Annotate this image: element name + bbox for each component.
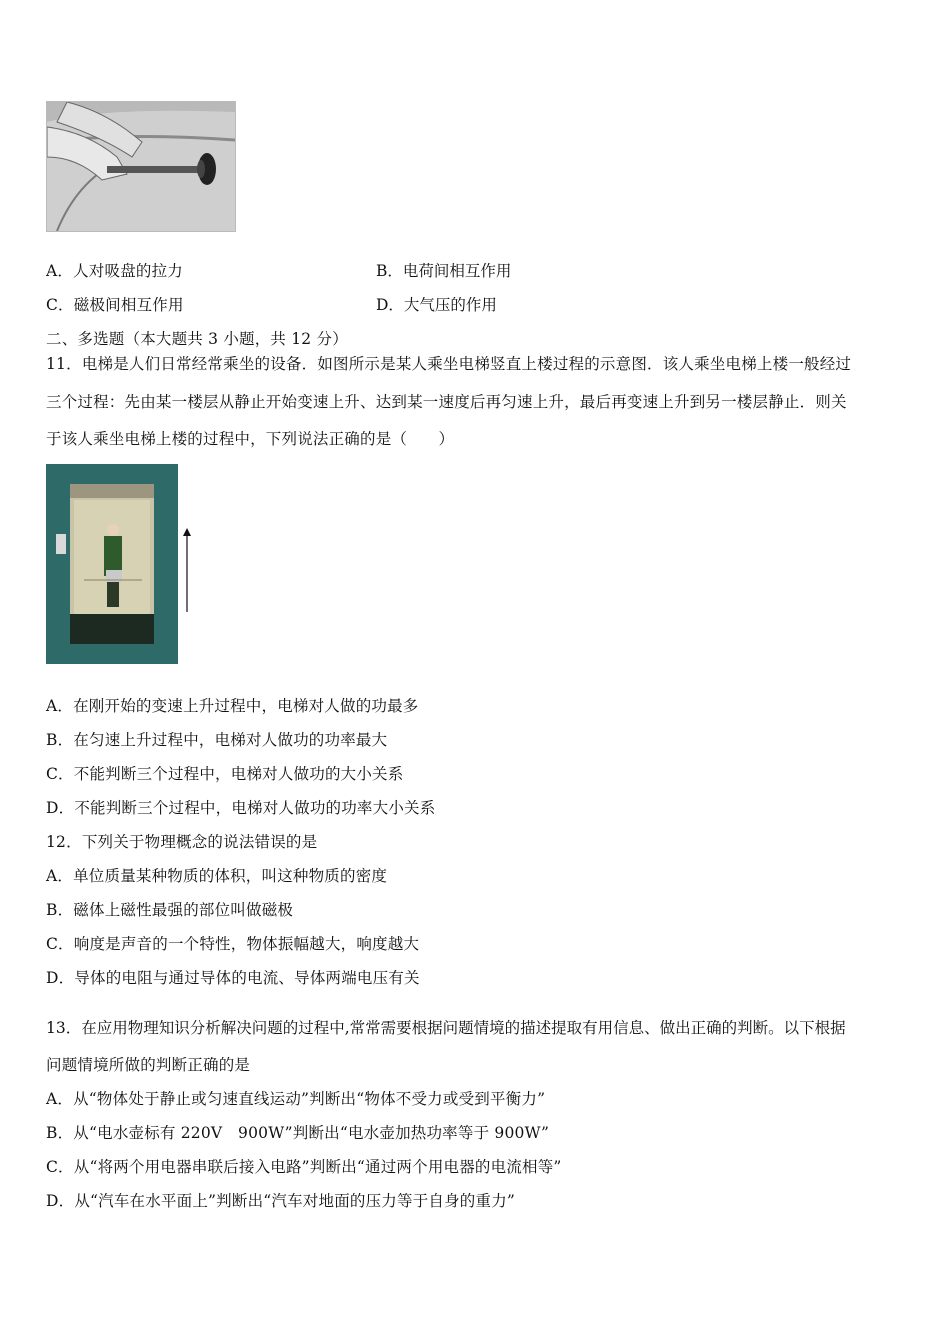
q11-option-d: D．不能判断三个过程中，电梯对人做功的功率大小关系 — [46, 799, 436, 817]
q11-stem-line3: 于该人乘坐电梯上楼的过程中，下列说法正确的是（ ） — [46, 430, 455, 448]
car-door-illustration — [47, 102, 235, 231]
q10-option-c: C．磁极间相互作用 — [46, 296, 184, 314]
q10-option-b: B．电荷间相互作用 — [376, 262, 512, 280]
q12-stem: 12．下列关于物理概念的说法错误的是 — [46, 833, 318, 851]
q11-option-b: B．在匀速上升过程中，电梯对人做功的功率最大 — [46, 731, 388, 749]
q12-option-b: B．磁体上磁性最强的部位叫做磁极 — [46, 901, 294, 919]
q11-option-c: C．不能判断三个过程中，电梯对人做功的大小关系 — [46, 765, 404, 783]
q12-option-c: C．响度是声音的一个特性，物体振幅越大，响度越大 — [46, 935, 420, 953]
q10-option-a: A．人对吸盘的拉力 — [46, 262, 183, 280]
elevator-illustration — [46, 464, 178, 664]
q13-option-a: A．从“物体处于静止或匀速直线运动”判断出“物体不受力或受到平衡力” — [46, 1090, 546, 1108]
q10-option-d: D．大气压的作用 — [376, 296, 497, 314]
q13-stem-line2: 问题情境所做的判断正确的是 — [46, 1056, 251, 1074]
q13-option-c: C．从“将两个用电器串联后接入电路”判断出“通过两个用电器的电流相等” — [46, 1158, 562, 1176]
elevator-photo — [46, 464, 178, 664]
q13-option-d: D．从“汽车在水平面上”判断出“汽车对地面的压力等于自身的重力” — [46, 1192, 516, 1210]
q11-stem-line1: 11．电梯是人们日常经常乘坐的设备．如图所示是某人乘坐电梯竖直上楼过程的示意图．该人乘坐电梯上楼一般经过 — [46, 355, 852, 373]
section-header: 二、多选题（本大题共 3 小题，共 12 分） — [46, 330, 348, 348]
q11-stem-line2: 三个过程：先由某一楼层从静止开始变速上升、达到某一速度后再匀速上升，最后再变速上升到另一楼层静止．则关 — [46, 393, 847, 411]
q12-option-a: A．单位质量某种物质的体积，叫这种物质的密度 — [46, 867, 388, 885]
suction-cup-car-photo — [46, 101, 236, 232]
q13-option-b: B．从“电水壶标有 220V 900W”判断出“电水壶加热功率等于 900W” — [46, 1124, 550, 1142]
q12-option-d: D．导体的电阻与通过导体的电流、导体两端电压有关 — [46, 969, 420, 987]
q13-stem-line1: 13．在应用物理知识分析解决问题的过程中,常常需要根据问题情境的描述提取有用信息、做出正确的判断。以下根据 — [46, 1019, 846, 1037]
q11-option-a: A．在刚开始的变速上升过程中，电梯对人做的功最多 — [46, 697, 419, 715]
arrow-up-icon — [183, 528, 191, 612]
